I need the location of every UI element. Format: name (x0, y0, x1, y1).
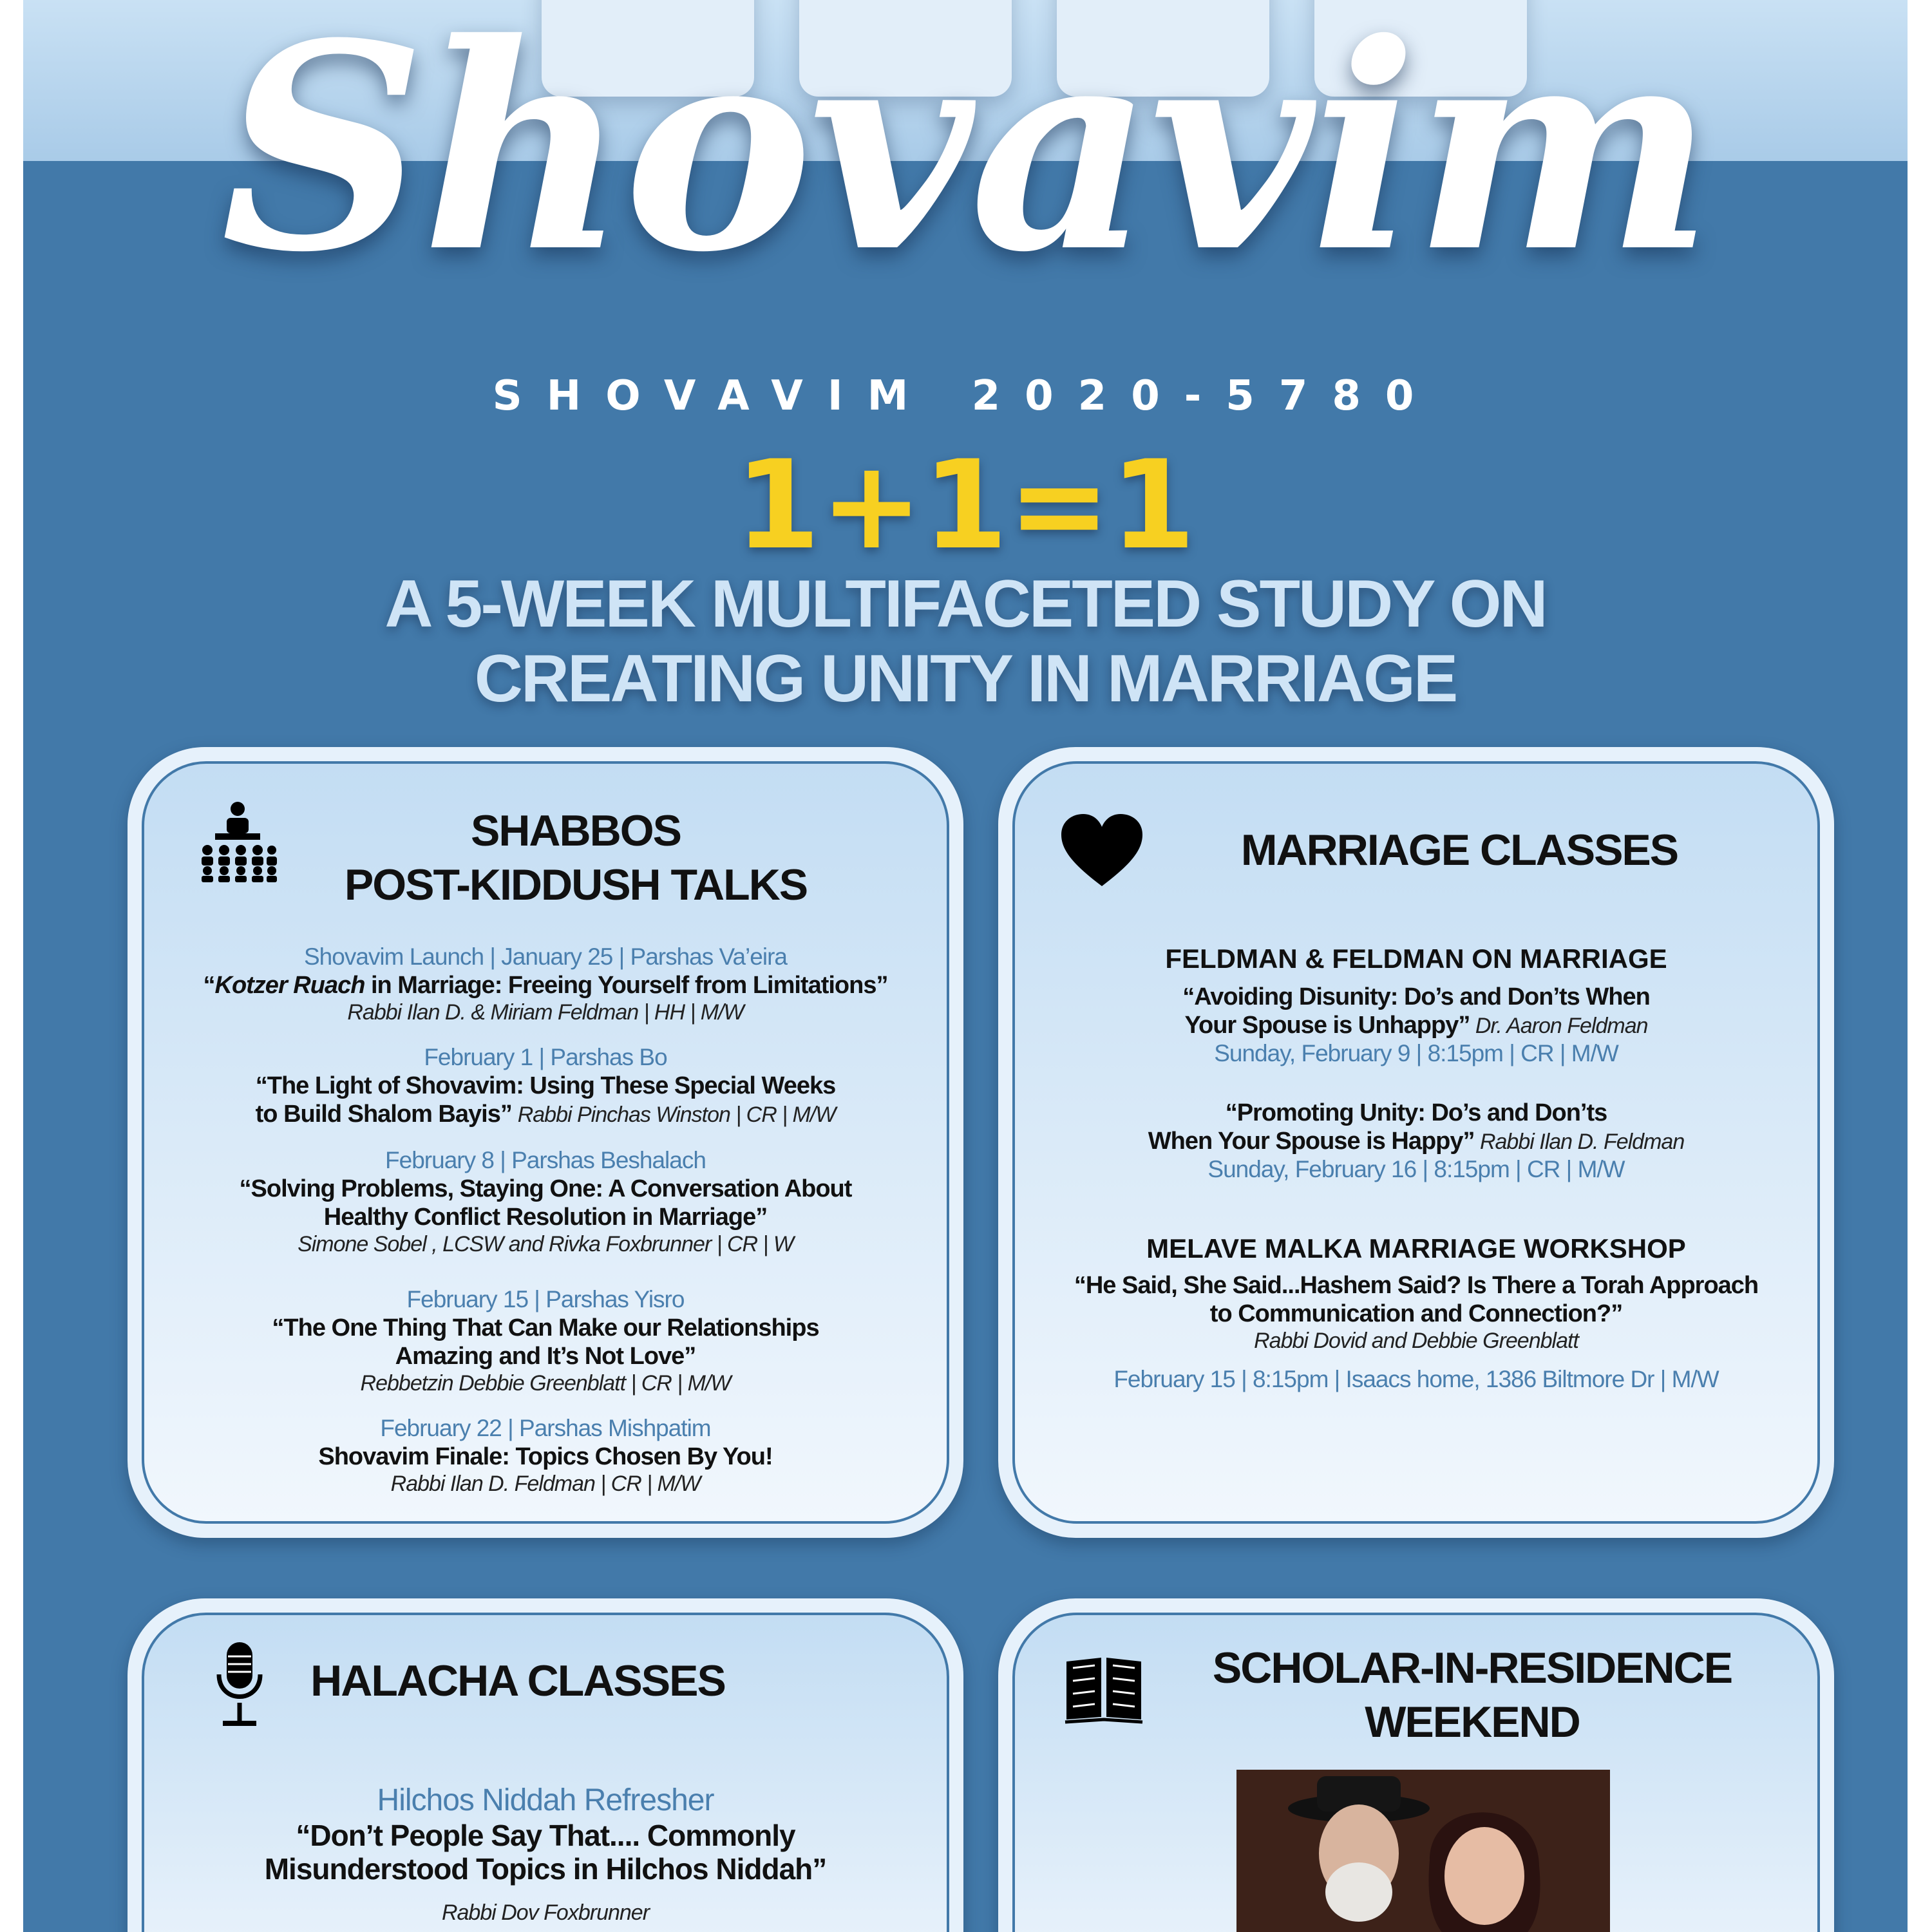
workshop-speaker: Rabbi Dovid and Debbie Greenblatt (1254, 1329, 1578, 1353)
halacha-events-list (144, 1783, 947, 1926)
class-title-line-2: Misunderstood Topics in Hilchos Niddah” (264, 1852, 827, 1886)
class-title-line-1: “Promoting Unity: Do’s and Don’ts (1225, 1099, 1607, 1126)
event-title-line-1: “The Light of Shovavim: Using These Special Weeks (255, 1072, 836, 1099)
shabbos-events-list (144, 943, 947, 1515)
event-title: Shovavim Finale: Topics Chosen By You! (318, 1443, 773, 1470)
event-speaker: Simone Sobel , LCSW and Rivka Foxbrunner | CR | W (298, 1232, 793, 1256)
scholar-card-title: SCHOLAR-IN-RESIDENCE WEEKEND (1212, 1643, 1732, 1747)
event-item (144, 943, 947, 1025)
poster (23, 0, 1908, 1932)
event-title-line-2: Amazing and It’s Not Love” (395, 1343, 696, 1370)
class-title-line-1: “Don’t People Say That.... Commonly (296, 1819, 795, 1852)
class-date: Sunday, February 9 | 8:15pm | CR | M/W (1214, 1040, 1618, 1066)
class-title-line-2: When Your Spouse is Happy” Rabbi Ilan D. Feldman (1148, 1128, 1685, 1155)
workshop-title-line-1: “He Said, She Said...Hashem Said? Is There a Torah Approach (1074, 1272, 1759, 1299)
class-series: Hilchos Niddah Refresher (377, 1783, 714, 1817)
workshop-title-line-2: to Communication and Connection?” (1209, 1300, 1623, 1327)
event-title-line-1: “The One Thing That Can Make our Relationships (272, 1314, 819, 1341)
scholar-photo (1236, 1770, 1610, 1932)
marriage-classes-card (998, 747, 1834, 1538)
section-heading: MELAVE MALKA MARRIAGE WORKSHOP (1146, 1233, 1686, 1264)
event-item (144, 1043, 947, 1128)
event-speaker: Rabbi Pinchas Winston | CR | M/W (517, 1103, 836, 1127)
marriage-card-title: MARRIAGE CLASSES (1240, 826, 1678, 875)
event-item (144, 1146, 947, 1257)
section-heading: FELDMAN & FELDMAN ON MARRIAGE (1165, 943, 1667, 974)
headline (23, 567, 1908, 716)
class-title-line-2: Your Spouse is Unhappy” Dr. Aaron Feldman (1184, 1012, 1648, 1039)
event-title: “Kotzer Ruach in Marriage: Freeing Yourself from Limitations” (203, 972, 888, 999)
marriage-events-list (1015, 943, 1817, 1394)
class-title-line-1: “Avoiding Disunity: Do’s and Don’ts When (1182, 983, 1650, 1010)
headline-line-2: CREATING UNITY IN MARRIAGE (474, 641, 1457, 716)
scholar-card (998, 1598, 1834, 1932)
poster-subtitle: SHOVAVIM 2020-5780 (492, 372, 1439, 420)
class-speaker: Rabbi Ilan D. Feldman (1474, 1130, 1685, 1154)
shabbos-card-title: SHABBOS POST-KIDDUSH TALKS (344, 806, 808, 909)
class-date: Sunday, February 16 | 8:15pm | CR | M/W (1208, 1156, 1625, 1182)
event-date: Shovavim Launch | January 25 | Parshas Va’eira (304, 943, 787, 970)
event-title-line-1: “Solving Problems, Staying One: A Conversation About (239, 1175, 852, 1202)
poster-title: Shovavim (220, 0, 1710, 314)
class-speaker: Dr. Aaron Feldman (1470, 1014, 1648, 1038)
headline-line-1: A 5-WEEK MULTIFACETED STUDY ON (384, 567, 1546, 641)
class-speaker: Rabbi Dov Foxbrunner (441, 1900, 650, 1925)
shabbos-talks-card (128, 747, 963, 1538)
event-date: February 22 | Parshas Mishpatim (380, 1415, 711, 1441)
open-book-icon (1064, 1655, 1144, 1725)
event-date: February 8 | Parshas Beshalach (385, 1147, 706, 1173)
event-date: February 15 | Parshas Yisro (406, 1286, 685, 1312)
event-speaker: Rabbi Ilan D. Feldman | CR | M/W (390, 1472, 701, 1496)
event-date: February 1 | Parshas Bo (424, 1044, 667, 1070)
halacha-classes-card (128, 1598, 963, 1932)
heart-icon (1060, 813, 1144, 889)
audience-icon (196, 800, 279, 884)
workshop-date: February 15 | 8:15pm | Isaacs home, 1386 Biltmore Dr | M/W (1113, 1366, 1719, 1392)
event-item (144, 1414, 947, 1497)
event-speaker: Rabbi Ilan D. & Miriam Feldman | HH | M/W (347, 1000, 744, 1025)
event-speaker: Rebbetzin Debbie Greenblatt | CR | M/W (360, 1371, 731, 1396)
event-item (144, 1285, 947, 1396)
theme-equation: 1+1=1 (735, 434, 1196, 576)
microphone-icon (214, 1641, 265, 1731)
event-title-line-2: to Build Shalom Bayis” Rabbi Pinchas Winston | CR | M/W (255, 1101, 836, 1128)
event-title-line-2: Healthy Conflict Resolution in Marriage” (323, 1204, 768, 1231)
halacha-card-title: HALACHA CLASSES (310, 1656, 725, 1705)
